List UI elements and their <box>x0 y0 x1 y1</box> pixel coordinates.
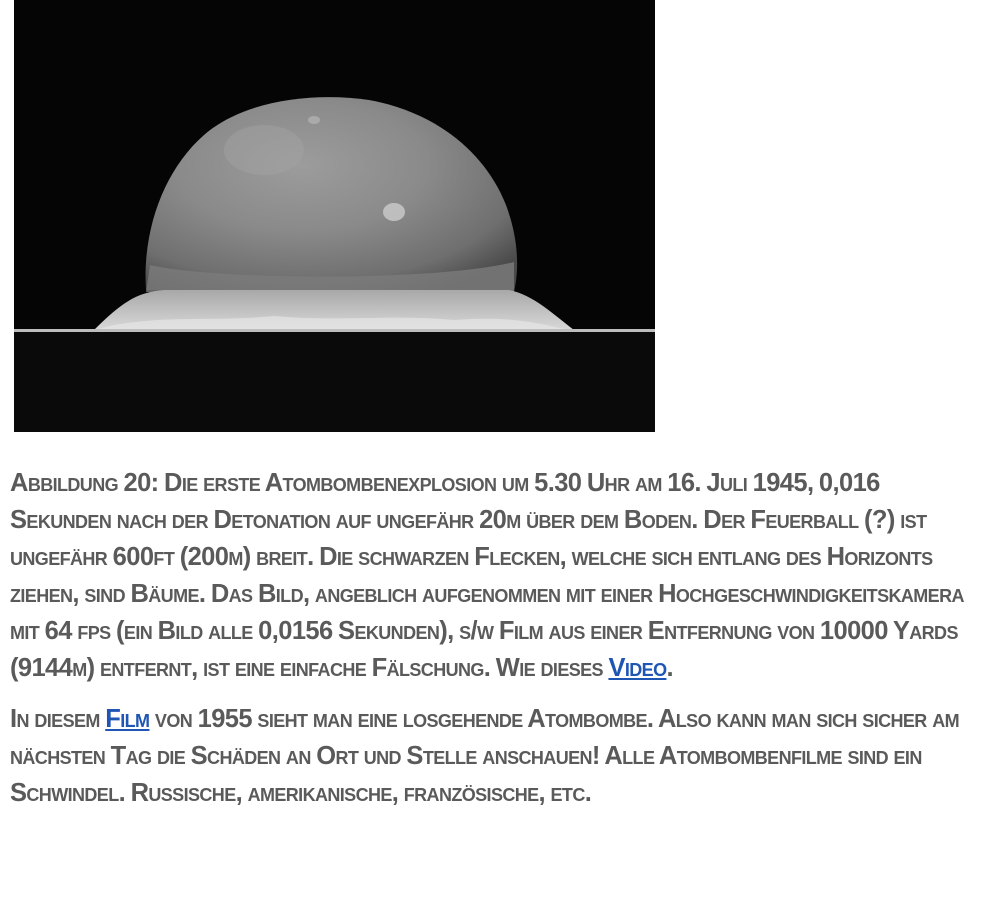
paragraph-text: von 1955 sieht man eine losgehende Atombombe. Also kann man sich sicher am nächsten Tag die Schäden an Ort und Stelle anschauen! Alle Atombombenfilme sind ein Schwindel. Russische, amerikanische, französische, etc. <box>10 705 959 807</box>
caption-text: Abbildung 20: Die erste Atombombenexplosion um 5.30 Uhr am 16. Juli 1945, 0,016 Sekunden nach der Detonation auf ungefähr 20m über dem Boden. Der Feuerball (?) ist ungefähr 600ft (200m) breit. Die schwarzen Flecken, welche sich entlang des Horizonts ziehen, sind Bäume. Das Bild, angeblich aufgenommen mit einer Hochgeschwindigkeitskamera mit 64 fps (ein Bild alle 0,0156 Sekunden), s/w Film aus einer Entfernung von 10000 Yards (9144m) entfernt, ist eine einfache Fälschung. Wie dieses <box>10 469 964 682</box>
paragraph-film <box>10 701 985 812</box>
film-link[interactable]: Film <box>105 705 150 733</box>
paragraph-start: In diesem <box>10 705 106 733</box>
text-content <box>10 465 985 812</box>
figure-caption <box>10 465 985 687</box>
fireball-image <box>14 0 655 432</box>
video-link[interactable]: Video <box>608 654 667 682</box>
fireball-photo <box>14 0 655 432</box>
caption-end: . <box>666 654 673 682</box>
